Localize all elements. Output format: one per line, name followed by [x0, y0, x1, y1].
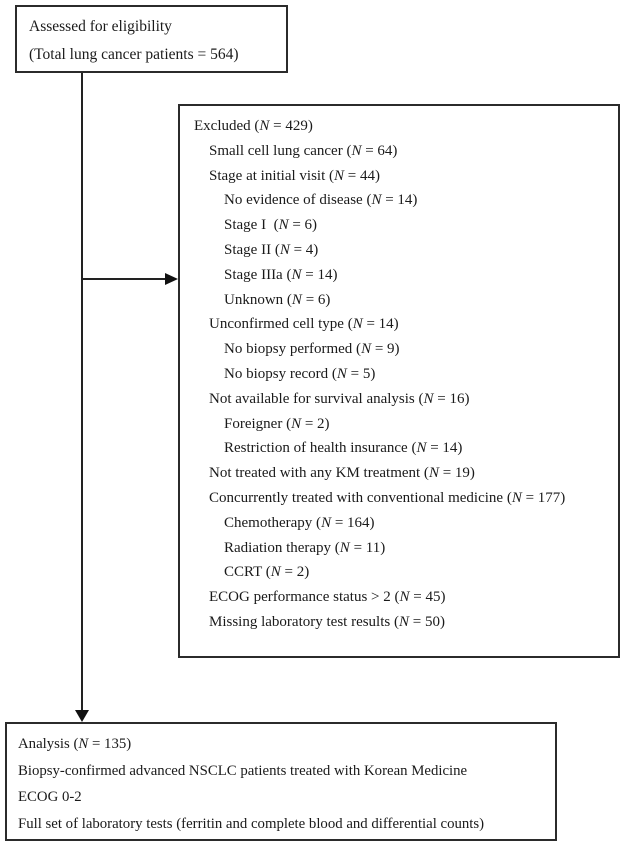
flow-line: Analysis (N = 135) [18, 736, 132, 752]
assessed-for-eligibility-box [15, 5, 288, 73]
flow-line: ECOG performance status > 2 (N = 45) [209, 589, 446, 606]
flow-line: Assessed for eligibility [29, 18, 172, 35]
italic-n: N [270, 564, 281, 581]
italic-n: N [336, 365, 347, 382]
flow-line: Full set of laboratory tests (ferritin and complete blood and differential counts) [18, 815, 485, 832]
flow-line: Not available for survival analysis (N = 16) [209, 390, 470, 407]
flow-line: Stage I (N = 6) [224, 217, 318, 234]
flow-line: Unknown (N = 6) [224, 291, 331, 308]
italic-n: N [428, 465, 439, 482]
arrowhead-down-icon [75, 710, 89, 722]
vertical-connector-line [81, 73, 83, 710]
italic-n: N [278, 217, 289, 234]
flow-line: Chemotherapy (N = 164) [224, 514, 375, 531]
italic-n: N [399, 589, 410, 606]
italic-n: N [279, 241, 290, 258]
analysis-box [5, 722, 557, 841]
italic-n: N [423, 390, 434, 407]
italic-n: N [259, 118, 270, 134]
arrowhead-right-icon [165, 273, 178, 285]
excluded-box [178, 104, 620, 658]
flow-line: Excluded (N = 429) [194, 118, 313, 134]
italic-n: N [352, 316, 363, 333]
flow-line: Small cell lung cancer (N = 64) [209, 142, 398, 159]
flow-line: CCRT (N = 2) [224, 564, 310, 581]
flow-line: Concurrently treated with conventional medicine (N = 177) [209, 489, 566, 506]
italic-n: N [351, 142, 362, 159]
italic-n: N [416, 440, 427, 457]
flow-line: Stage at initial visit (N = 44) [209, 167, 380, 184]
italic-n: N [291, 415, 302, 432]
italic-n: N [291, 266, 302, 283]
flow-line: Unconfirmed cell type (N = 14) [209, 316, 399, 333]
italic-n: N [291, 291, 302, 308]
flow-line: No evidence of disease (N = 14) [224, 192, 418, 209]
italic-n: N [511, 489, 522, 506]
flow-line: ECOG 0-2 [18, 789, 82, 805]
italic-n: N [339, 539, 350, 556]
flow-line: Restriction of health insurance (N = 14) [224, 440, 463, 457]
flow-line: Stage IIIa (N = 14) [224, 266, 338, 283]
italic-n: N [333, 167, 344, 184]
horizontal-connector-line [81, 278, 166, 280]
flow-line: Not treated with any KM treatment (N = 19) [209, 465, 475, 482]
flow-line: Stage II (N = 4) [224, 241, 319, 258]
italic-n: N [361, 341, 372, 358]
italic-n: N [371, 192, 382, 209]
flow-line: (Total lung cancer patients = 564) [29, 46, 239, 63]
flow-line: Missing laboratory test results (N = 50) [209, 613, 445, 630]
flow-line: Biopsy-confirmed advanced NSCLC patients treated with Korean Medicine [18, 762, 468, 779]
flow-line: No biopsy record (N = 5) [224, 365, 376, 382]
flow-line: Radiation therapy (N = 11) [224, 539, 386, 556]
italic-n: N [398, 613, 409, 630]
flow-line: Foreigner (N = 2) [224, 415, 330, 432]
flow-line: No biopsy performed (N = 9) [224, 341, 400, 358]
italic-n: N [321, 514, 332, 531]
italic-n: N [78, 736, 89, 752]
